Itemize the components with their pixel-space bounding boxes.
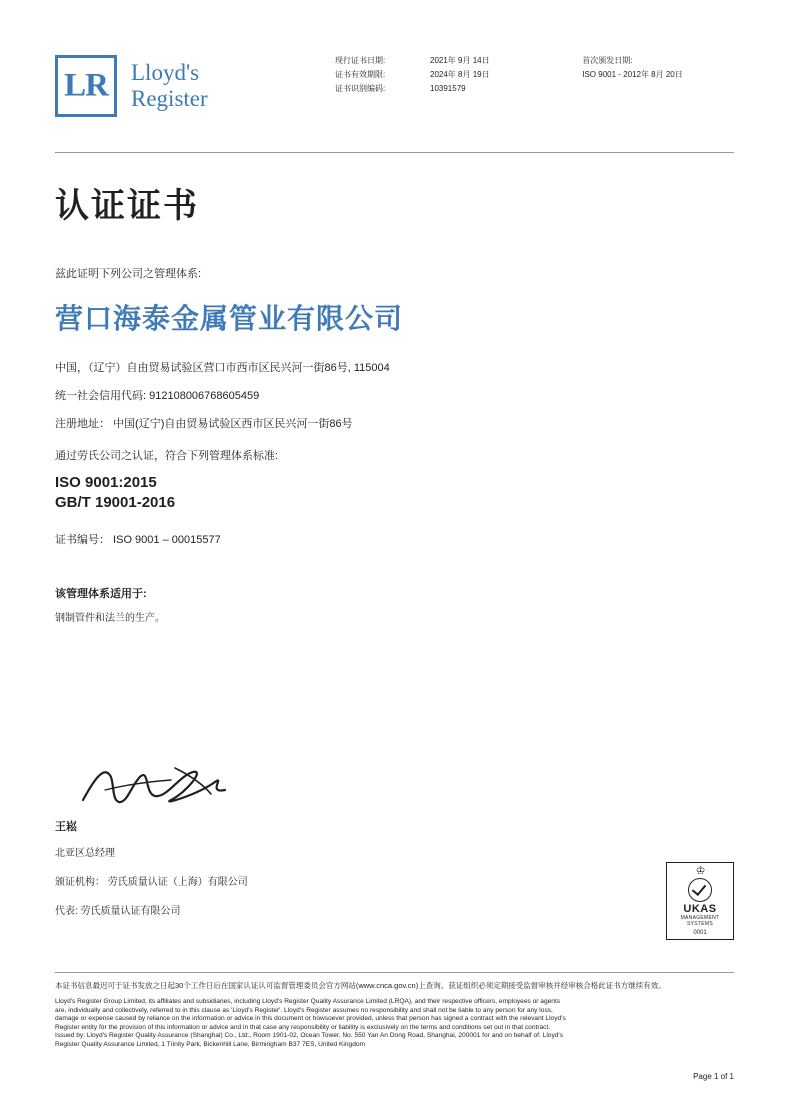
ukas-sub-line1: MANAGEMENT bbox=[680, 915, 720, 921]
signer-title: 北亚区总经理 bbox=[55, 848, 115, 859]
ukas-label: UKAS bbox=[683, 903, 717, 915]
scope-heading: 该管理体系适用于: bbox=[55, 588, 147, 600]
document-header bbox=[55, 55, 734, 140]
footer-divider bbox=[55, 972, 734, 973]
original-approval-value: ISO 9001 - 2012年 8月 20日 bbox=[582, 70, 683, 79]
issue-date-label: 现行证书日期: bbox=[335, 56, 386, 65]
original-approval-label: 首次颁发日期: bbox=[582, 56, 633, 65]
footer-disclaimer-line: Register entity for the provision of this information or advice and in that case any responsibility or liability is exclusively on the terms and conditions set out in that contract. bbox=[55, 1023, 551, 1031]
ukas-accreditation-mark bbox=[666, 862, 734, 940]
lloyds-register-logo bbox=[55, 55, 208, 117]
meta-row-expiry bbox=[335, 69, 580, 81]
footer-disclaimer-line: Issued by: Lloyd's Register Quality Assurance (Shanghai) Co., Ltd., Room 1901-02, Ocean Tower, No. 550 Yan An Dong Road, Shanghai, 200001 for and on behalf of: Lloyd's bbox=[55, 1032, 563, 1040]
certificate-meta bbox=[335, 55, 683, 97]
footer-disclaimer-line: Lloyd's Register Group Limited, its affiliates and subsidiaries, including Lloyd's Register Quality Assurance Limited (LRQA), and their respective officers, employees or agents bbox=[55, 998, 561, 1005]
page-title: 认证证书 bbox=[55, 187, 199, 225]
company-name: 营口海泰金属管业有限公司 bbox=[55, 303, 404, 334]
header-divider bbox=[55, 152, 734, 153]
registered-address: 注册地址： 中国(辽宁)自由贸易试验区西市区民兴河一街86号 bbox=[55, 418, 353, 430]
lr-logo-letters: LR bbox=[64, 67, 108, 104]
expiry-date-value: 2024年 8月 19日 bbox=[430, 70, 490, 79]
standard-item: GB/T 19001-2016 bbox=[55, 494, 176, 511]
footer-chinese-note: 本证书信息最迟可于证书发放之日起30个工作日后在国家认证认可监督管理委员会官方网站(www.cnca.gov.cn)上查询。获证组织必须定期接受监督审核并经审核合格此证书方继续有效。 bbox=[55, 981, 666, 990]
expiry-date-label: 证书有效期限: bbox=[335, 70, 386, 79]
footer-disclaimer-line: are, individually and collectively, referred to in this clause as 'Lloyd's Register'. Lloyd's Register assumes no responsibility and shall not be liable to any person for any loss, bbox=[55, 1006, 553, 1014]
signature-image bbox=[75, 760, 245, 812]
credit-code: 统一社会信用代码: 912108006768605459 bbox=[55, 390, 260, 402]
certificate-number: 证书编号： ISO 9001 – 00015577 bbox=[55, 534, 221, 546]
crown-icon: ♔ bbox=[695, 865, 705, 877]
certificate-identity-value: 10391579 bbox=[430, 84, 466, 93]
intro-text: 兹此证明下列公司之管理体系: bbox=[55, 268, 202, 280]
issuer-organization: 颁证机构： 劳氏质量认证（上海）有限公司 bbox=[55, 877, 248, 888]
standards-intro: 通过劳氏公司之认证，符合下列管理体系标准: bbox=[55, 450, 279, 462]
checkmark-icon bbox=[688, 878, 712, 902]
representative-line: 代表: 劳氏质量认证有限公司 bbox=[55, 906, 181, 917]
standard-item: ISO 9001:2015 bbox=[55, 474, 157, 491]
company-address: 中国，（辽宁）自由贸易试验区营口市西市区民兴河一街86号, 115004 bbox=[55, 362, 390, 374]
lr-logo-wordmark-line1: Lloyd's bbox=[131, 60, 200, 85]
page-number: Page 1 of 1 bbox=[693, 1072, 734, 1081]
ukas-number: 0001 bbox=[693, 930, 707, 936]
certificate-body bbox=[55, 265, 734, 624]
footer-disclaimer-line: damage or expense caused by reliance on the information or advice in this document or howsoever provided, unless that person has signed a contract with the relevant Lloyd's bbox=[55, 1015, 566, 1023]
footer-disclaimer bbox=[55, 998, 734, 1050]
signer-name: 王崧 bbox=[55, 821, 77, 833]
certificate-meta-original bbox=[582, 55, 683, 83]
issue-date-value: 2021年 9月 14日 bbox=[430, 56, 490, 65]
document-footer bbox=[55, 972, 734, 1050]
meta-row-identity bbox=[335, 83, 580, 95]
lr-logo-wordmark bbox=[131, 60, 208, 112]
scope-text: 钢制管件和法兰的生产。 bbox=[55, 613, 165, 624]
footer-disclaimer-line: Register Quality Assurance Limited, 1 Trinity Park, Bickenhill Lane, Birmingham B37 7ES, United Kingdom bbox=[55, 1040, 366, 1048]
certificate-identity-label: 证书识别编码: bbox=[335, 84, 386, 93]
lr-logo-mark bbox=[55, 55, 117, 117]
meta-row-issue bbox=[335, 55, 580, 67]
certificate-meta-dates bbox=[335, 55, 580, 97]
ukas-sub-line2: SYSTEMS bbox=[687, 921, 713, 927]
signature-block bbox=[55, 760, 455, 917]
lr-logo-wordmark-line2: Register bbox=[131, 86, 208, 111]
